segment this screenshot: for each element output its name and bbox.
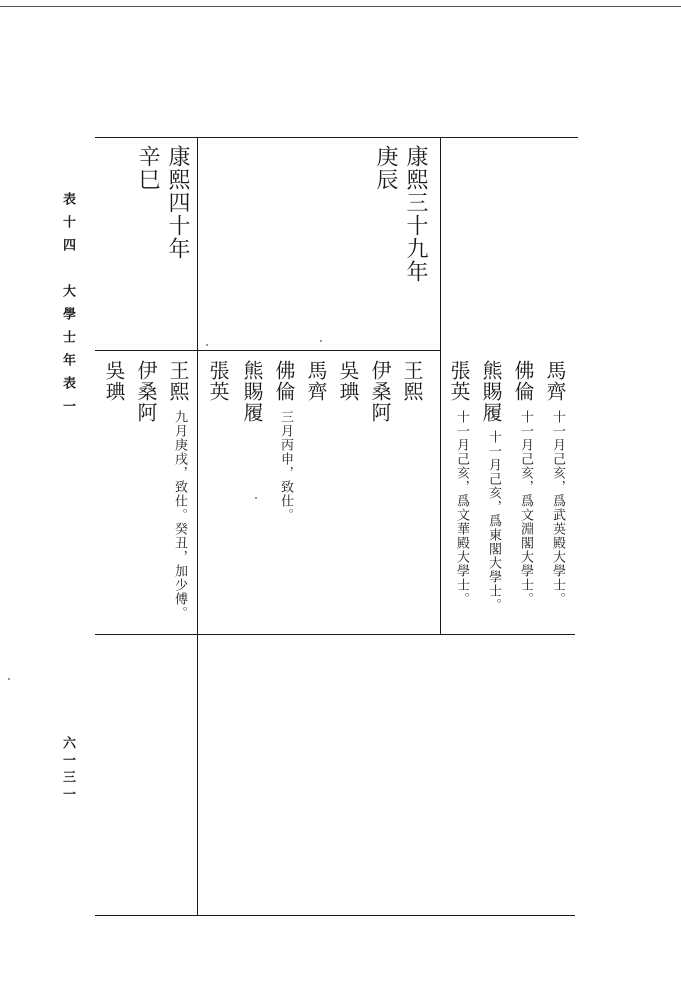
official-name: 佛倫	[272, 360, 296, 402]
official-name: 熊賜履	[240, 360, 264, 423]
table-title: 表十四 大學士年表一	[60, 192, 75, 422]
official-note: 十一月己亥，爲武英殿大學士。	[550, 410, 565, 606]
year-heading: 康熙三十九年	[403, 145, 428, 283]
ganzhi-label: 庚辰	[373, 145, 398, 191]
ganzhi-label: 辛巳	[135, 145, 160, 191]
official-name: 張英	[206, 360, 230, 402]
official-name: 吳琠	[336, 360, 360, 402]
official-name: 王熙	[166, 360, 190, 402]
official-name: 熊賜履	[479, 360, 503, 423]
column-divider-left	[197, 137, 198, 915]
official-name: 佛倫	[511, 360, 535, 402]
official-note: 十一月己亥，爲文淵閣大學士。	[518, 410, 533, 606]
official-name: 伊桑阿	[368, 360, 392, 423]
table-bottom-rule	[95, 915, 575, 916]
official-name: 王熙	[400, 360, 424, 402]
official-name: 馬齊	[304, 360, 328, 402]
column-divider-right	[440, 137, 441, 634]
row-divider-names-bottom	[95, 634, 575, 635]
official-name: 張英	[447, 360, 471, 402]
official-name: 馬齊	[543, 360, 567, 402]
scan-speck	[320, 340, 322, 342]
year-heading: 康熙四十年	[165, 145, 190, 260]
page-number: 六一三一	[60, 736, 75, 804]
scan-speck	[8, 678, 10, 680]
official-name: 伊桑阿	[134, 360, 158, 423]
official-note: 十一月己亥，爲文華殿大學士。	[454, 410, 469, 606]
row-divider-year-names	[95, 350, 440, 351]
official-note: 十一月己亥，爲東閣大學士。	[486, 430, 501, 612]
scan-speck	[255, 497, 257, 499]
table-top-rule	[95, 137, 578, 138]
official-note: 三月丙申，致仕。	[278, 410, 293, 522]
page-top-edge	[0, 6, 681, 7]
official-note: 九月庚戌，致仕。癸丑，加少傅。	[172, 410, 187, 620]
scan-speck	[206, 344, 208, 346]
official-name: 吳琠	[102, 360, 126, 402]
